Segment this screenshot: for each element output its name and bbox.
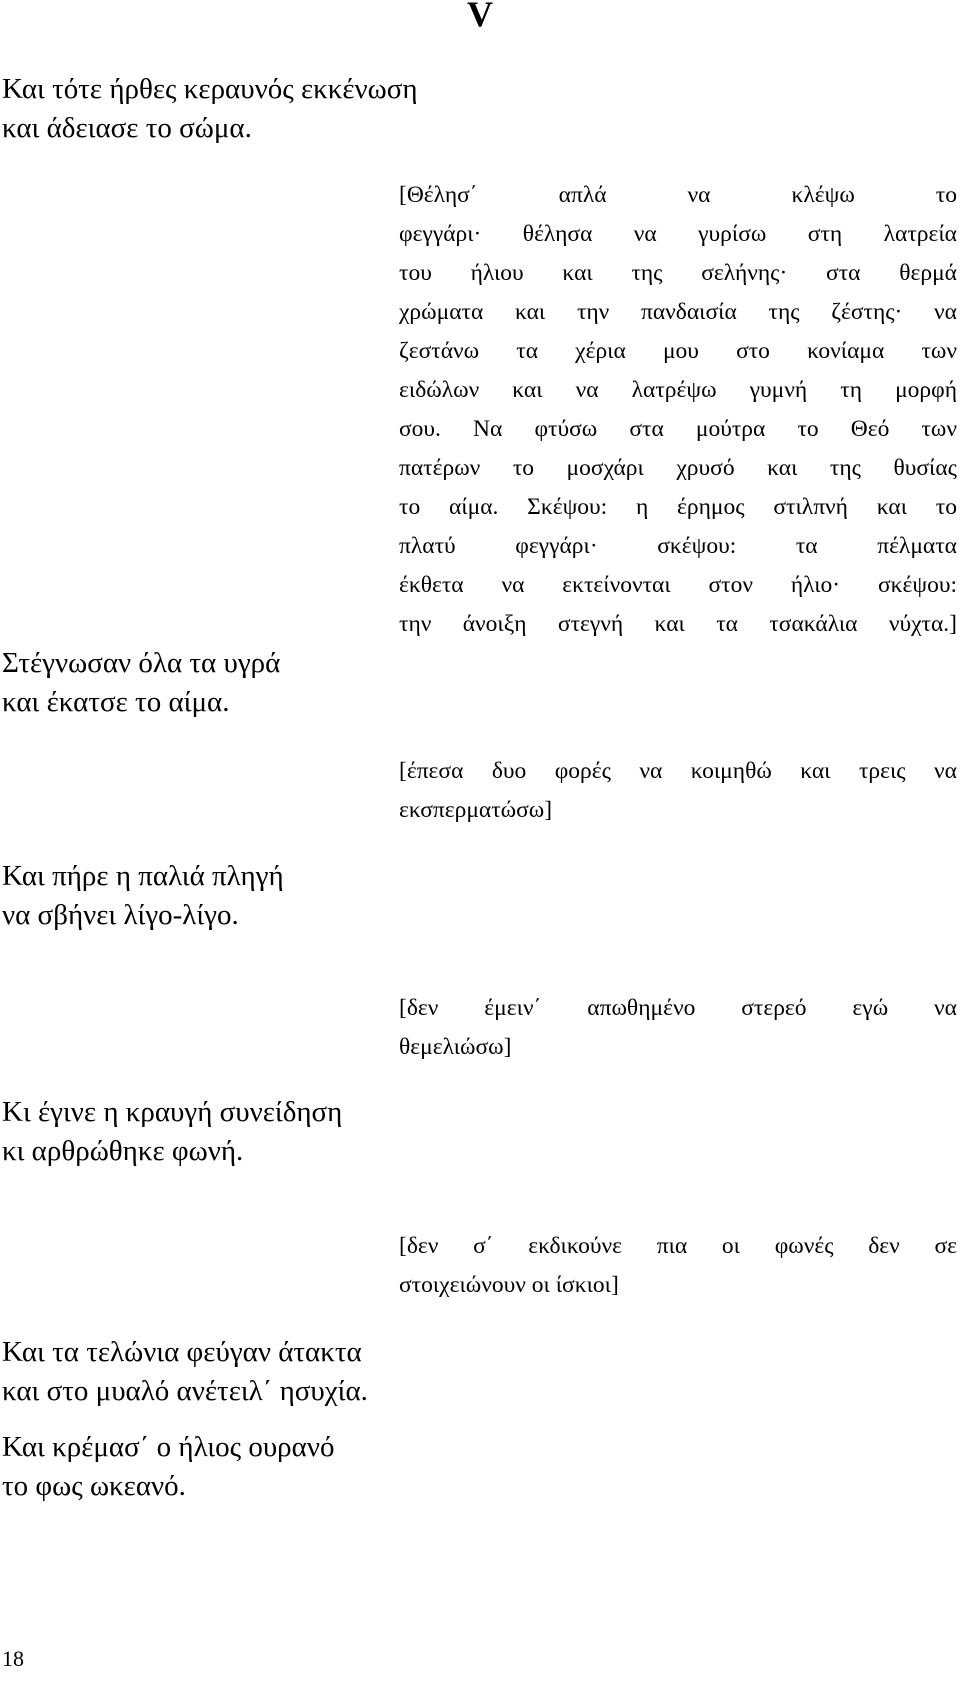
- gloss-line: [Θέλησ΄ απλά να κλέψω το: [399, 182, 957, 208]
- verse-line: και άδειασε το σώμα.: [2, 112, 252, 144]
- gloss-line: χρώματα και την πανδαισία της ζέστης· να: [399, 299, 957, 325]
- verse-line: Και πήρε η παλιά πληγή: [2, 860, 284, 892]
- stanza: [2, 1093, 472, 1171]
- gloss-paragraph: [399, 176, 957, 644]
- verse-line: κι αρθρώθηκε φωνή.: [2, 1135, 244, 1167]
- gloss-line: [δεν έμειν΄ απωθημένο στερεό εγώ να: [399, 995, 957, 1021]
- gloss-line: [έπεσα δυο φορές να κοιμηθώ και τρεις να: [399, 758, 957, 784]
- gloss-line: φεγγάρι· θέλησα να γυρίσω στη λατρεία: [399, 221, 957, 247]
- gloss-line: στοιχειώνουν οι ίσκιοι]: [399, 1272, 619, 1298]
- gloss-line: [δεν σ΄ εκδικούνε πια οι φωνές δεν σε: [399, 1233, 957, 1259]
- gloss-line: το αίμα. Σκέψου: η έρημος στιλπνή και το: [399, 494, 957, 520]
- gloss-line: σου. Να φτύσω στα μούτρα το Θεό των: [399, 416, 957, 442]
- gloss-line: την άνοιξη στεγνή και τα τσακάλια νύχτα.]: [399, 611, 957, 637]
- gloss-line: ειδώλων και να λατρέψω γυμνή τη μορφή: [399, 377, 957, 403]
- verse-line: Και τότε ήρθες κεραυνός εκκένωση: [2, 73, 418, 105]
- gloss-paragraph: [399, 1227, 957, 1305]
- verse-line: Κι έγινε η κραυγή συνείδηση: [2, 1096, 343, 1128]
- stanza: [2, 70, 472, 148]
- verse-line: να σβήνει λίγο-λίγο.: [2, 899, 239, 931]
- stanza: [2, 857, 472, 935]
- page-number: 18: [2, 1646, 24, 1671]
- gloss-line: θεμελιώσω]: [399, 1034, 512, 1060]
- gloss-line: του ήλιου και της σελήνης· στα θερμά: [399, 260, 957, 286]
- gloss-line: πλατύ φεγγάρι· σκέψου: τα πέλματα: [399, 533, 957, 559]
- verse-line: Και τα τελώνια φεύγαν άτακτα: [2, 1336, 362, 1368]
- verse-line: το φως ωκεανό.: [2, 1470, 186, 1502]
- gloss-paragraph: [399, 989, 957, 1067]
- verse-line: και έκατσε το αίμα.: [2, 686, 230, 718]
- verse-line: Στέγνωσαν όλα τα υγρά: [2, 647, 281, 679]
- verse-line: και στο μυαλό ανέτειλ΄ ησυχία.: [2, 1375, 368, 1407]
- verse-line: Και κρέμασ΄ ο ήλιος ουρανό: [2, 1431, 335, 1463]
- gloss-line: εκσπερματώσω]: [399, 797, 553, 823]
- gloss-line: πατέρων το μοσχάρι χρυσό και της θυσίας: [399, 455, 957, 481]
- stanza: [2, 1333, 472, 1411]
- gloss-paragraph: [399, 752, 957, 830]
- gloss-line: ζεστάνω τα χέρια μου στο κονίαμα των: [399, 338, 957, 364]
- gloss-line: έκθετα να εκτείνονται στον ήλιο· σκέψου:: [399, 572, 957, 598]
- section-numeral: V: [467, 0, 493, 34]
- stanza: [2, 1428, 472, 1506]
- stanza: [2, 644, 472, 722]
